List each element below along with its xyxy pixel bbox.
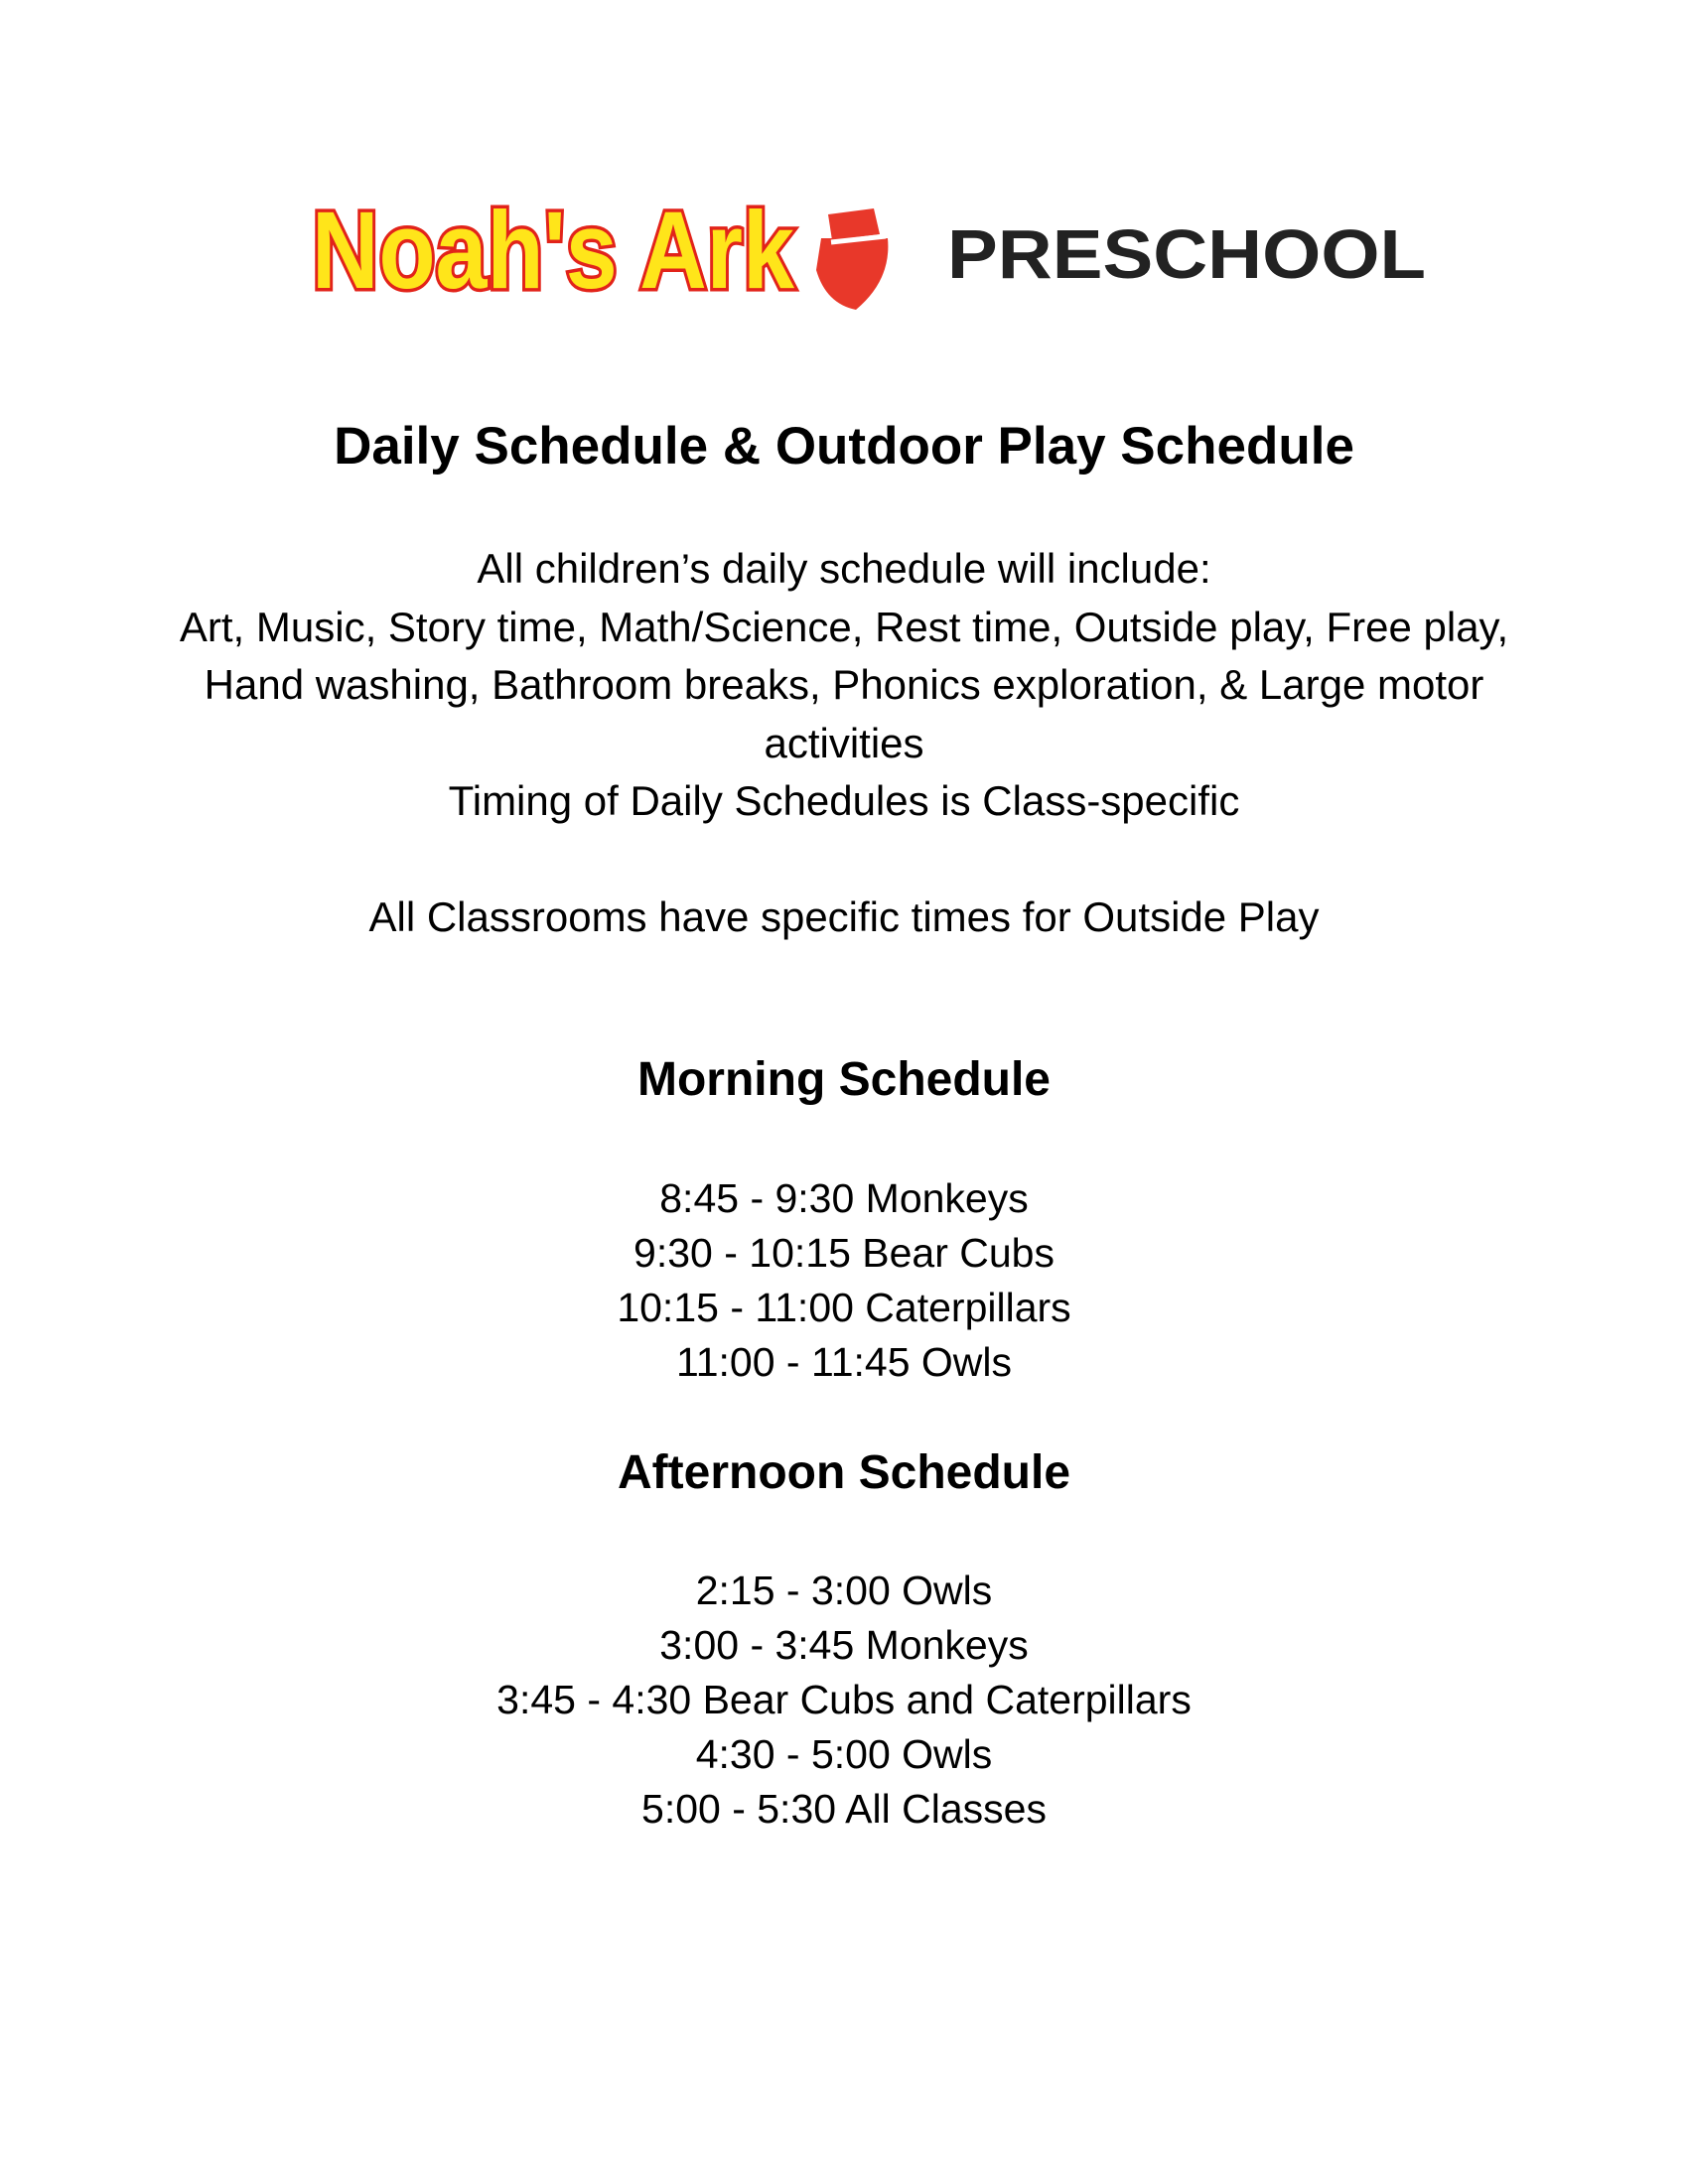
activities-list: Art, Music, Story time, Math/Science, Rest time, Outside play, Free play, Hand washing, Bathroom breaks, Phonics exploration, & Large motor activities bbox=[179, 603, 1509, 766]
afternoon-schedule-list bbox=[0, 1564, 1688, 1837]
school-logo bbox=[292, 171, 1444, 316]
schedule-item: 8:45 - 9:30 Monkeys bbox=[659, 1175, 1029, 1221]
afternoon-schedule-heading: Afternoon Schedule bbox=[617, 1446, 1071, 1499]
morning-schedule-list bbox=[0, 1171, 1688, 1390]
schedule-item: 4:30 - 5:00 Owls bbox=[695, 1731, 993, 1777]
morning-schedule-heading: Morning Schedule bbox=[636, 1053, 1051, 1106]
logo-preschool-text: PRESCHOOL bbox=[947, 215, 1426, 293]
schedule-item: 11:00 - 11:45 Owls bbox=[675, 1339, 1013, 1385]
intro-lead: All children’s daily schedule will include: bbox=[477, 545, 1211, 592]
schedule-item: 5:00 - 5:30 All Classes bbox=[641, 1786, 1047, 1832]
schedule-item: 3:45 - 4:30 Bear Cubs and Caterpillars bbox=[496, 1677, 1192, 1722]
schedule-item: 2:15 - 3:00 Owls bbox=[695, 1568, 993, 1613]
logo-name-text: Noah's Ark bbox=[312, 190, 795, 312]
ark-icon bbox=[816, 208, 888, 310]
schedule-item: 10:15 - 11:00 Caterpillars bbox=[617, 1285, 1071, 1330]
intro-section bbox=[0, 540, 1688, 831]
schedule-item: 9:30 - 10:15 Bear Cubs bbox=[633, 1230, 1055, 1276]
outside-play-note: All Classrooms have specific times for Outside Play bbox=[368, 893, 1320, 940]
schedule-item: 3:00 - 3:45 Monkeys bbox=[659, 1622, 1029, 1668]
timing-note: Timing of Daily Schedules is Class-specific bbox=[448, 777, 1240, 824]
page-title: Daily Schedule & Outdoor Play Schedule bbox=[334, 417, 1354, 476]
